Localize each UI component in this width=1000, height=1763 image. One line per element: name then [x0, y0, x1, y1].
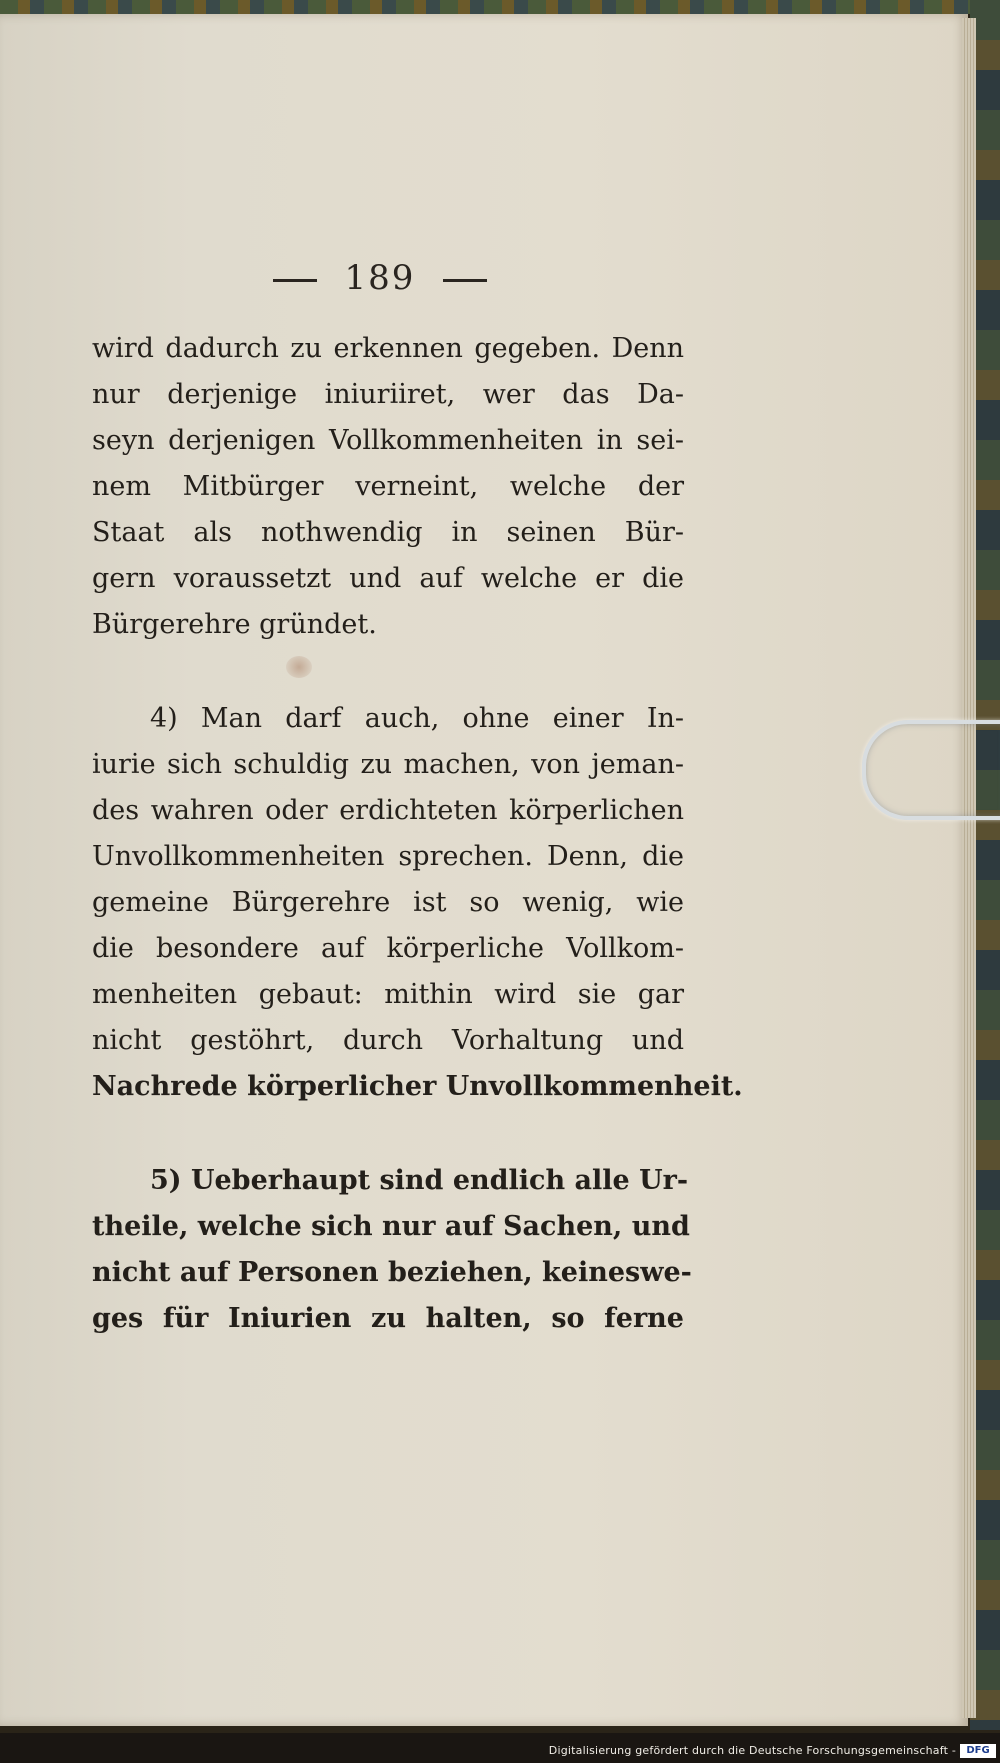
text-line: nicht gestöhrt, durch Vorhaltung und [92, 1025, 684, 1056]
book-page [0, 14, 968, 1726]
footer-bar [0, 1733, 1000, 1763]
text-line: gern voraussetzt und auf welche er die [92, 563, 684, 594]
text-line: Unvollkommenheiten sprechen. Denn, die [92, 841, 684, 872]
page-header [0, 258, 760, 298]
text-line: wird dadurch zu erkennen gegeben. Denn [92, 333, 684, 364]
paragraph-1 [92, 326, 684, 648]
text-line: Staat als nothwendig in seinen Bür- [92, 517, 684, 548]
text-line: des wahren oder erdichteten körperlichen [92, 795, 684, 826]
paragraph-2 [92, 696, 743, 1110]
text-line: nem Mitbürger verneint, welche der [92, 471, 684, 502]
page-body [92, 326, 743, 1342]
paragraph-gap [92, 1110, 684, 1158]
text-line: seyn derjenigen Vollkommenheiten in sei- [92, 425, 684, 456]
text-line: Bürgerehre gründet. [92, 609, 377, 640]
paragraph-3 [92, 1158, 692, 1342]
text-line: theile, welche sich nur auf Sachen, und [92, 1211, 690, 1242]
page-number: 189 [344, 258, 416, 298]
paragraph-gap [92, 648, 684, 696]
header-dash-right [443, 279, 487, 282]
dfg-logo: DFG [960, 1744, 996, 1758]
header-dash-left [273, 279, 317, 282]
text-line: 4) Man darf auch, ohne einer In- [150, 703, 684, 734]
text-line: iurie sich schuldig zu machen, von jeman- [92, 749, 684, 780]
text-line: die besondere auf körperliche Vollkom- [92, 933, 684, 964]
text-line: 5) Ueberhaupt sind endlich alle Ur- [150, 1165, 689, 1196]
text-line: menheiten gebaut: mithin wird sie gar [92, 979, 684, 1010]
page-stack-edges [962, 18, 976, 1718]
text-line: nur derjenige iniuriiret, wer das Da- [92, 379, 684, 410]
text-line: ges für Iniurien zu halten, so ferne [92, 1303, 684, 1334]
binding-top-edge [0, 0, 1000, 14]
digitization-credit: Digitalisierung gefördert durch die Deutsche Forschungsgemeinschaft - [548, 1744, 956, 1757]
paper-clip-icon [862, 720, 1000, 820]
text-line: gemeine Bürgerehre ist so wenig, wie [92, 887, 684, 918]
text-line: nicht auf Personen beziehen, keineswe- [92, 1257, 692, 1288]
text-line: Nachrede körperlicher Unvollkommenheit. [92, 1071, 743, 1102]
